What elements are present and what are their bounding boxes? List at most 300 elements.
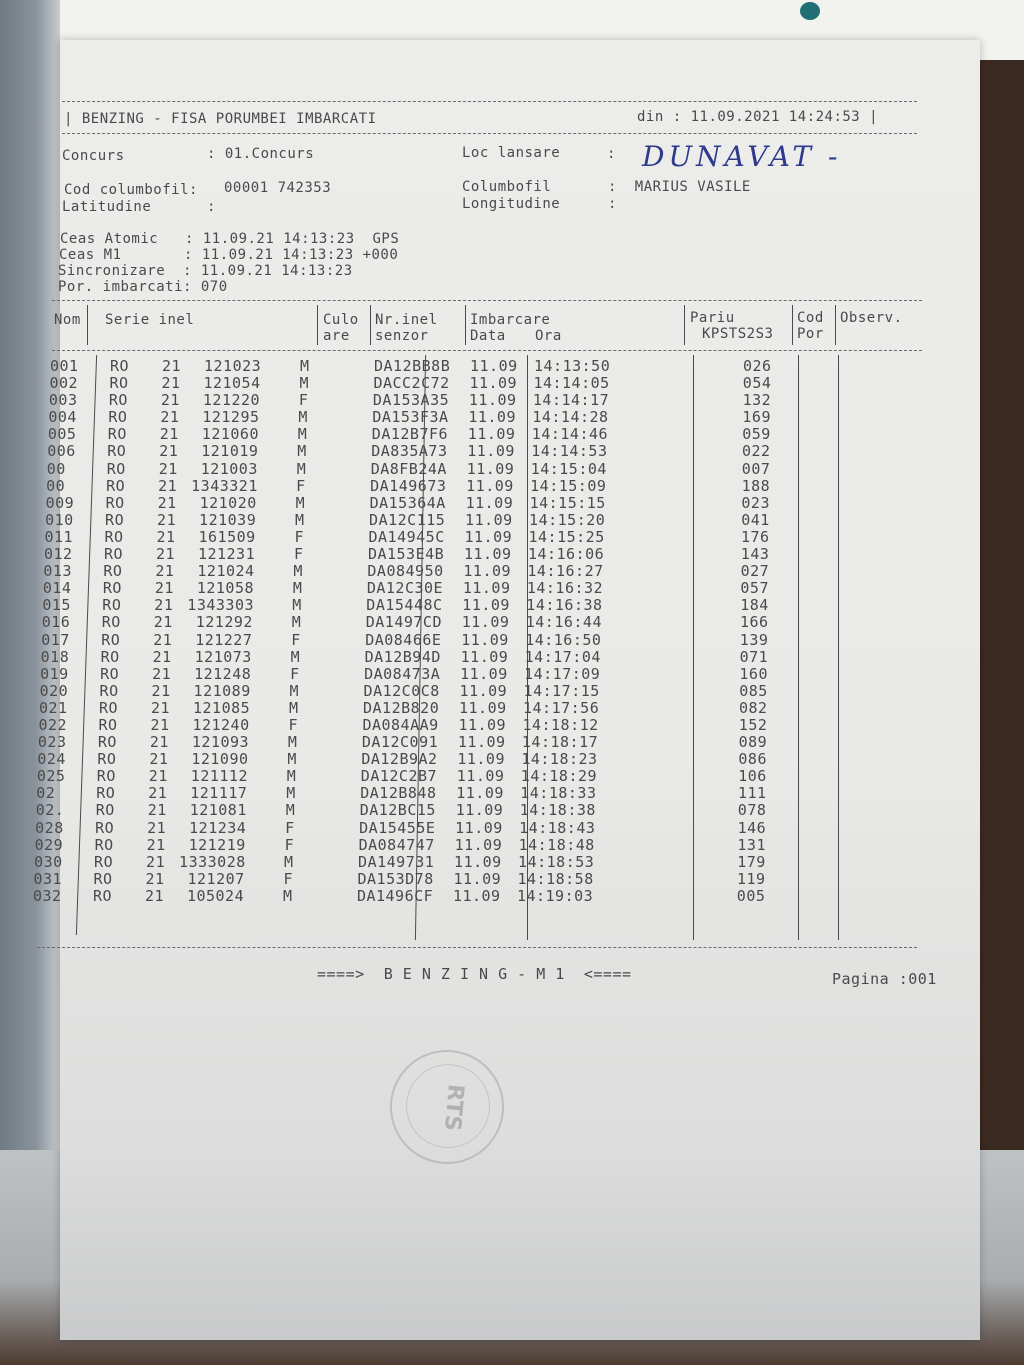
table-row bbox=[40, 664, 922, 683]
latitudine-label: Latitudine bbox=[62, 199, 152, 215]
divider bbox=[52, 300, 922, 301]
cell-tara: RO bbox=[100, 664, 120, 683]
ceas-m1: Ceas M1 : 11.09.21 14:13:23 +000 bbox=[59, 247, 399, 263]
cell-ora: 14:17:15 bbox=[523, 681, 600, 700]
cell-data: 11.09 bbox=[455, 801, 504, 820]
cell-an: 21 bbox=[152, 664, 172, 683]
cell-ora: 14:16:27 bbox=[527, 562, 604, 581]
cell-cod: 059 bbox=[742, 425, 771, 444]
columbofil-value: : MARIUS VASILE bbox=[608, 179, 751, 195]
cell-cod: 139 bbox=[739, 630, 769, 649]
concurs-value: : 01.Concurs bbox=[207, 146, 315, 162]
cell-cod: 071 bbox=[739, 647, 769, 666]
cell-nom: 013 bbox=[43, 562, 72, 581]
cell-cod: 131 bbox=[737, 835, 766, 854]
col-separator bbox=[684, 305, 685, 345]
cell-senzor: DA1497CD bbox=[365, 613, 442, 632]
cell-cod: 054 bbox=[742, 374, 772, 393]
cell-senzor: DA8FB24A bbox=[370, 459, 447, 478]
cell-nom: 019 bbox=[40, 664, 69, 683]
cell-tara: RO bbox=[95, 801, 115, 820]
cell-nom: 031 bbox=[33, 869, 63, 888]
cell-ora: 14:16:06 bbox=[527, 545, 605, 564]
cell-nom: 017 bbox=[41, 630, 70, 649]
cell-nom: 014 bbox=[42, 579, 72, 598]
cell-senzor: DA835A73 bbox=[371, 442, 448, 461]
cell-tara: RO bbox=[97, 733, 117, 752]
divider bbox=[37, 947, 917, 948]
cell-sex: M bbox=[285, 801, 296, 820]
cell-sex: M bbox=[287, 733, 298, 752]
cell-ora: 14:15:15 bbox=[529, 493, 606, 512]
table-row bbox=[42, 596, 922, 615]
cell-cod: 086 bbox=[738, 750, 767, 769]
cell-cod: 022 bbox=[742, 442, 771, 461]
table-row bbox=[45, 510, 922, 529]
cell-senzor: DA12B9A2 bbox=[361, 750, 438, 769]
cell-tara: RO bbox=[94, 835, 114, 854]
cell-nom: 005 bbox=[47, 425, 77, 444]
cell-nom: 006 bbox=[47, 442, 76, 461]
cell-inel: 121003 bbox=[200, 459, 258, 478]
table-row bbox=[39, 681, 922, 700]
cell-cod: 184 bbox=[740, 596, 769, 615]
table-row bbox=[35, 801, 922, 820]
cell-tara: RO bbox=[92, 886, 112, 905]
footer-banner: ====> B E N Z I N G - M 1 <==== bbox=[317, 965, 632, 983]
loc-lansare-handwritten: DUNAVAT - bbox=[642, 140, 842, 173]
divider bbox=[52, 350, 922, 351]
cell-tara: RO bbox=[110, 357, 130, 375]
table-row bbox=[38, 715, 922, 734]
cell-tara: RO bbox=[101, 613, 121, 632]
cell-inel: 121060 bbox=[201, 425, 259, 444]
cell-senzor: DA12B94D bbox=[364, 647, 441, 666]
cell-nom: 030 bbox=[34, 852, 63, 871]
cell-sex: M bbox=[284, 852, 294, 871]
cell-cod: 119 bbox=[737, 869, 766, 888]
cell-nom: 011 bbox=[44, 527, 74, 546]
cell-sex: F bbox=[298, 391, 309, 410]
table-row bbox=[49, 374, 922, 393]
table-row bbox=[39, 698, 922, 717]
col-por: Por bbox=[797, 326, 824, 342]
cell-senzor: DA12BB8B bbox=[374, 357, 451, 375]
longitudine-value: : bbox=[608, 196, 617, 212]
cell-inel: 121085 bbox=[193, 698, 251, 717]
table-row bbox=[48, 391, 922, 410]
cell-inel: 121024 bbox=[197, 562, 255, 581]
cell-inel: 121240 bbox=[192, 715, 250, 734]
col-separator bbox=[317, 305, 318, 345]
cell-senzor: DA153A35 bbox=[372, 391, 450, 410]
cell-cod: 166 bbox=[740, 613, 769, 632]
cell-senzor: DA12B820 bbox=[363, 698, 440, 717]
cell-cod: 106 bbox=[738, 767, 767, 786]
cell-data: 11.09 bbox=[458, 715, 507, 734]
cell-inel: 121023 bbox=[204, 357, 262, 375]
cell-tara: RO bbox=[101, 630, 121, 649]
cell-cod: 169 bbox=[742, 408, 771, 427]
cell-sex: M bbox=[297, 442, 307, 461]
cell-nom: 023 bbox=[37, 733, 67, 752]
cell-tara: RO bbox=[107, 442, 127, 461]
table-row bbox=[32, 886, 922, 905]
cell-senzor: DA153E4B bbox=[367, 545, 445, 564]
cell-cod: 188 bbox=[741, 476, 771, 495]
cell-data: 11.09 bbox=[463, 545, 512, 564]
cell-sex: F bbox=[296, 476, 306, 495]
cell-senzor: DA15364A bbox=[369, 493, 446, 512]
cell-nom: 029 bbox=[34, 835, 64, 854]
cell-ora: 14:18:33 bbox=[520, 784, 597, 803]
cell-data: 11.09 bbox=[452, 886, 501, 905]
table-row bbox=[34, 835, 922, 854]
cell-inel: 121207 bbox=[187, 869, 245, 888]
cell-tara: RO bbox=[104, 527, 124, 546]
cell-inel: 121019 bbox=[201, 442, 259, 461]
cell-an: 21 bbox=[155, 545, 175, 564]
cell-sex: F bbox=[284, 835, 295, 854]
cell-nom: 009 bbox=[45, 493, 75, 512]
cell-an: 21 bbox=[154, 596, 174, 615]
cell-cod: 160 bbox=[739, 664, 768, 683]
cell-ora: 14:18:17 bbox=[521, 733, 599, 752]
cell-an: 21 bbox=[152, 647, 172, 666]
cell-inel: 1343303 bbox=[187, 596, 255, 615]
cell-sex: F bbox=[290, 664, 300, 683]
cell-tara: RO bbox=[105, 493, 125, 512]
cell-tara: RO bbox=[108, 408, 128, 427]
cell-ora: 14:19:03 bbox=[516, 886, 594, 905]
cell-senzor: DA149731 bbox=[358, 852, 435, 871]
cell-data: 11.09 bbox=[470, 357, 518, 375]
cell-sex: M bbox=[300, 357, 310, 375]
cell-inel: 121039 bbox=[199, 510, 257, 529]
cell-an: 21 bbox=[146, 852, 166, 871]
cell-cod: 146 bbox=[737, 818, 767, 837]
cell-tara: RO bbox=[103, 562, 123, 581]
cell-inel: 121227 bbox=[195, 630, 253, 649]
cell-an: 21 bbox=[153, 613, 173, 632]
cell-cod: 007 bbox=[741, 459, 771, 478]
cell-tara: RO bbox=[102, 596, 122, 615]
cell-ora: 14:16:44 bbox=[525, 613, 602, 632]
cell-senzor: DA084747 bbox=[358, 835, 435, 854]
cell-sex: M bbox=[291, 613, 302, 632]
cell-an: 21 bbox=[162, 357, 182, 375]
cell-nom: 010 bbox=[45, 510, 74, 529]
cell-ora: 14:17:56 bbox=[523, 698, 600, 717]
cell-senzor: DA15455E bbox=[359, 818, 436, 837]
cell-cod: 057 bbox=[740, 579, 769, 598]
cell-data: 11.09 bbox=[457, 733, 506, 752]
cell-inel: 161509 bbox=[198, 527, 256, 546]
cell-an: 21 bbox=[146, 835, 166, 854]
cell-tara: RO bbox=[98, 715, 118, 734]
cell-cod: 132 bbox=[742, 391, 772, 410]
table-row bbox=[43, 545, 922, 564]
cell-ora: 14:18:12 bbox=[522, 715, 599, 734]
printed-report bbox=[32, 95, 937, 995]
cell-ora: 14:18:29 bbox=[520, 767, 598, 786]
cell-senzor: DA153D78 bbox=[357, 869, 434, 888]
cell-an: 21 bbox=[144, 886, 164, 905]
cell-inel: 121234 bbox=[189, 818, 247, 837]
cell-an: 21 bbox=[158, 476, 178, 495]
col-senzor: senzor bbox=[375, 328, 429, 344]
col-nr-inel: Nr.inel bbox=[375, 312, 438, 328]
cell-cod: 041 bbox=[741, 510, 770, 529]
col-separator bbox=[465, 305, 466, 345]
cell-nom: 022 bbox=[38, 715, 68, 734]
cell-cod: 078 bbox=[737, 801, 767, 820]
cell-nom: 024 bbox=[37, 750, 66, 769]
cell-sex: F bbox=[293, 545, 304, 564]
cell-nom: 015 bbox=[42, 596, 71, 615]
cell-an: 21 bbox=[149, 733, 169, 752]
cell-sex: M bbox=[287, 750, 297, 769]
cell-sex: M bbox=[293, 562, 303, 581]
table-row bbox=[34, 852, 922, 871]
cell-tara: RO bbox=[94, 852, 114, 871]
cell-an: 21 bbox=[160, 391, 180, 410]
cell-nom: 00 bbox=[46, 476, 66, 495]
cell-tara: RO bbox=[109, 374, 129, 393]
cell-cod: 143 bbox=[740, 545, 770, 564]
latitudine-value: : bbox=[207, 199, 216, 215]
table-row bbox=[33, 869, 922, 888]
cell-senzor: DA08466E bbox=[365, 630, 442, 649]
cell-senzor: DA12C0C8 bbox=[363, 681, 440, 700]
cell-senzor: DA14945C bbox=[368, 527, 445, 546]
cell-tara: RO bbox=[106, 476, 126, 495]
col-separator bbox=[370, 305, 371, 345]
cell-data: 11.09 bbox=[460, 647, 509, 666]
cell-senzor: DA15448C bbox=[366, 596, 443, 615]
por-imbarcati: Por. imbarcati: 070 bbox=[58, 279, 228, 295]
cell-ora: 14:18:53 bbox=[518, 852, 595, 871]
cell-an: 21 bbox=[160, 408, 180, 427]
cell-ora: 14:16:38 bbox=[526, 596, 603, 615]
cell-sex: M bbox=[295, 493, 306, 512]
cell-nom: 001 bbox=[50, 357, 79, 375]
cell-tara: RO bbox=[106, 459, 126, 478]
loc-lansare-label: Loc lansare bbox=[462, 145, 561, 161]
cell-sex: F bbox=[288, 715, 298, 734]
cell-sex: M bbox=[296, 459, 307, 478]
punch-hole bbox=[800, 2, 820, 20]
cell-data: 11.09 bbox=[462, 596, 510, 615]
cell-nom: 032 bbox=[32, 886, 62, 905]
concurs-label: Concurs bbox=[62, 148, 125, 164]
cell-tara: RO bbox=[95, 818, 115, 837]
cell-data: 11.09 bbox=[459, 681, 508, 700]
cell-cod: 089 bbox=[738, 733, 768, 752]
cell-senzor: DA12C115 bbox=[369, 510, 446, 529]
cell-ora: 14:13:50 bbox=[534, 357, 611, 375]
table-row bbox=[47, 425, 922, 444]
cell-inel: 121058 bbox=[196, 579, 255, 598]
cell-cod: 111 bbox=[738, 784, 767, 803]
cell-data: 11.09 bbox=[457, 750, 505, 769]
table-row bbox=[41, 613, 922, 632]
cell-inel: 121054 bbox=[203, 374, 261, 393]
col-observ: Observ. bbox=[840, 310, 903, 326]
cell-an: 21 bbox=[156, 527, 176, 546]
cell-sex: M bbox=[292, 596, 302, 615]
cell-data: 11.09 bbox=[466, 476, 514, 495]
cell-senzor: DA08473A bbox=[364, 664, 441, 683]
cell-ora: 14:17:04 bbox=[524, 647, 601, 666]
cell-ora: 14:15:25 bbox=[528, 527, 605, 546]
table-row bbox=[41, 630, 922, 649]
cell-an: 21 bbox=[151, 698, 171, 717]
col-cod: Cod bbox=[797, 310, 824, 326]
table-row bbox=[47, 442, 922, 461]
cell-sex: M bbox=[289, 681, 300, 700]
cell-nom: 012 bbox=[43, 545, 73, 564]
table-row bbox=[37, 733, 922, 752]
col-separator bbox=[87, 305, 88, 345]
cell-nom: 020 bbox=[39, 681, 69, 700]
col-imbarcare: Imbarcare bbox=[470, 312, 551, 328]
cell-an: 21 bbox=[154, 579, 174, 598]
cell-nom: 02 bbox=[36, 784, 56, 803]
cell-inel: 121073 bbox=[194, 647, 252, 666]
cell-tara: RO bbox=[96, 767, 116, 786]
cell-data: 11.09 bbox=[459, 698, 507, 717]
cell-inel: 121081 bbox=[189, 801, 247, 820]
cell-tara: RO bbox=[93, 869, 113, 888]
table-row bbox=[48, 408, 922, 427]
cell-senzor: DA12BC15 bbox=[359, 801, 436, 820]
cell-an: 21 bbox=[148, 784, 168, 803]
cell-cod: 023 bbox=[741, 493, 770, 512]
cell-data: 11.09 bbox=[467, 442, 515, 461]
cell-data: 11.09 bbox=[466, 459, 515, 478]
cell-an: 21 bbox=[153, 630, 173, 649]
cell-ora: 14:15:04 bbox=[530, 459, 607, 478]
col-serie-inel: Serie inel bbox=[105, 312, 195, 328]
cell-tara: RO bbox=[99, 681, 119, 700]
cell-an: 21 bbox=[159, 425, 179, 444]
cell-cod: 179 bbox=[737, 852, 766, 871]
stamp-text: RTS bbox=[438, 1083, 468, 1132]
cell-an: 21 bbox=[157, 493, 177, 512]
cell-nom: 003 bbox=[48, 391, 78, 410]
cell-tara: RO bbox=[97, 750, 117, 769]
cell-sex: M bbox=[286, 784, 296, 803]
col-ora: Ora bbox=[535, 328, 562, 344]
cell-sex: M bbox=[282, 886, 293, 905]
cell-data: 11.09 bbox=[454, 835, 503, 854]
cell-ora: 14:14:05 bbox=[533, 374, 610, 393]
cell-senzor: DA12C091 bbox=[361, 733, 439, 752]
cell-cod: 176 bbox=[741, 527, 770, 546]
cell-sex: M bbox=[295, 510, 305, 529]
cell-sex: F bbox=[291, 630, 301, 649]
cell-inel: 121117 bbox=[190, 784, 248, 803]
cell-inel: 1343321 bbox=[191, 476, 258, 495]
cell-nom: 025 bbox=[36, 767, 66, 786]
cell-data: 11.09 bbox=[469, 374, 518, 393]
table-row bbox=[46, 476, 922, 495]
cell-senzor: DA12C30E bbox=[366, 579, 444, 598]
cell-tara: RO bbox=[103, 545, 123, 564]
col-nom: Nom bbox=[54, 312, 81, 328]
cell-senzor: DA084AA9 bbox=[362, 715, 439, 734]
cod-columbofil-value: 00001 742353 bbox=[224, 180, 332, 196]
cell-tara: RO bbox=[102, 579, 122, 598]
cell-data: 11.09 bbox=[453, 869, 502, 888]
cod-columbofil-label: Cod columbofil: bbox=[64, 182, 198, 198]
divider bbox=[62, 101, 917, 102]
cell-ora: 14:14:46 bbox=[531, 425, 609, 444]
cell-senzor: DA084950 bbox=[367, 562, 444, 581]
cell-nom: 018 bbox=[40, 647, 70, 666]
col-pariu: Pariu bbox=[690, 310, 735, 326]
cell-data: 11.09 bbox=[465, 510, 513, 529]
cell-data: 11.09 bbox=[461, 613, 510, 632]
cell-inel: 121112 bbox=[190, 767, 248, 786]
cell-data: 11.09 bbox=[454, 852, 502, 871]
cell-tara: RO bbox=[105, 510, 125, 529]
cell-an: 21 bbox=[161, 374, 181, 393]
report-title: BENZING - FISA PORUMBEI IMBARCATI bbox=[81, 111, 377, 127]
cell-senzor: DA1496CF bbox=[356, 886, 434, 905]
cell-tara: RO bbox=[100, 647, 120, 666]
cell-an: 21 bbox=[147, 818, 167, 837]
cell-data: 11.09 bbox=[455, 818, 503, 837]
cell-data: 11.09 bbox=[467, 425, 516, 444]
report-title-bar: | BENZING - FISA PORUMBEI IMBARCATI bbox=[64, 111, 377, 127]
table-row bbox=[40, 647, 922, 666]
cell-inel: 121248 bbox=[194, 664, 252, 683]
cell-data: 11.09 bbox=[464, 527, 513, 546]
cell-inel: 105024 bbox=[186, 886, 245, 905]
cell-ora: 14:18:58 bbox=[517, 869, 594, 888]
cell-inel: 121292 bbox=[195, 613, 253, 632]
table-row bbox=[44, 527, 922, 546]
cell-inel: 121295 bbox=[202, 408, 260, 427]
cell-inel: 1333028 bbox=[179, 852, 246, 871]
cell-an: 21 bbox=[145, 869, 165, 888]
cell-sex: M bbox=[292, 579, 303, 598]
cell-sex: M bbox=[289, 698, 299, 717]
table-row bbox=[37, 750, 922, 769]
cell-data: 11.09 bbox=[468, 391, 517, 410]
table-row bbox=[43, 562, 922, 581]
loc-lansare-colon: : bbox=[607, 146, 616, 162]
table-row bbox=[35, 818, 922, 837]
cell-an: 21 bbox=[151, 681, 171, 700]
col-separator bbox=[835, 305, 836, 345]
cell-nom: 002 bbox=[49, 374, 79, 393]
cell-an: 21 bbox=[149, 750, 169, 769]
cell-an: 21 bbox=[159, 442, 179, 461]
cell-cod: 082 bbox=[739, 698, 768, 717]
cell-data: 11.09 bbox=[460, 664, 508, 683]
cell-inel: 121090 bbox=[191, 750, 249, 769]
cell-inel: 121231 bbox=[197, 545, 256, 564]
cell-ora: 14:18:38 bbox=[519, 801, 596, 820]
cell-ora: 14:14:28 bbox=[532, 408, 609, 427]
columbofil-label: Columbofil bbox=[462, 179, 552, 195]
cell-nom: 02. bbox=[35, 801, 65, 820]
cell-senzor: DA12C2B7 bbox=[360, 767, 438, 786]
cell-nom: 004 bbox=[48, 408, 77, 427]
